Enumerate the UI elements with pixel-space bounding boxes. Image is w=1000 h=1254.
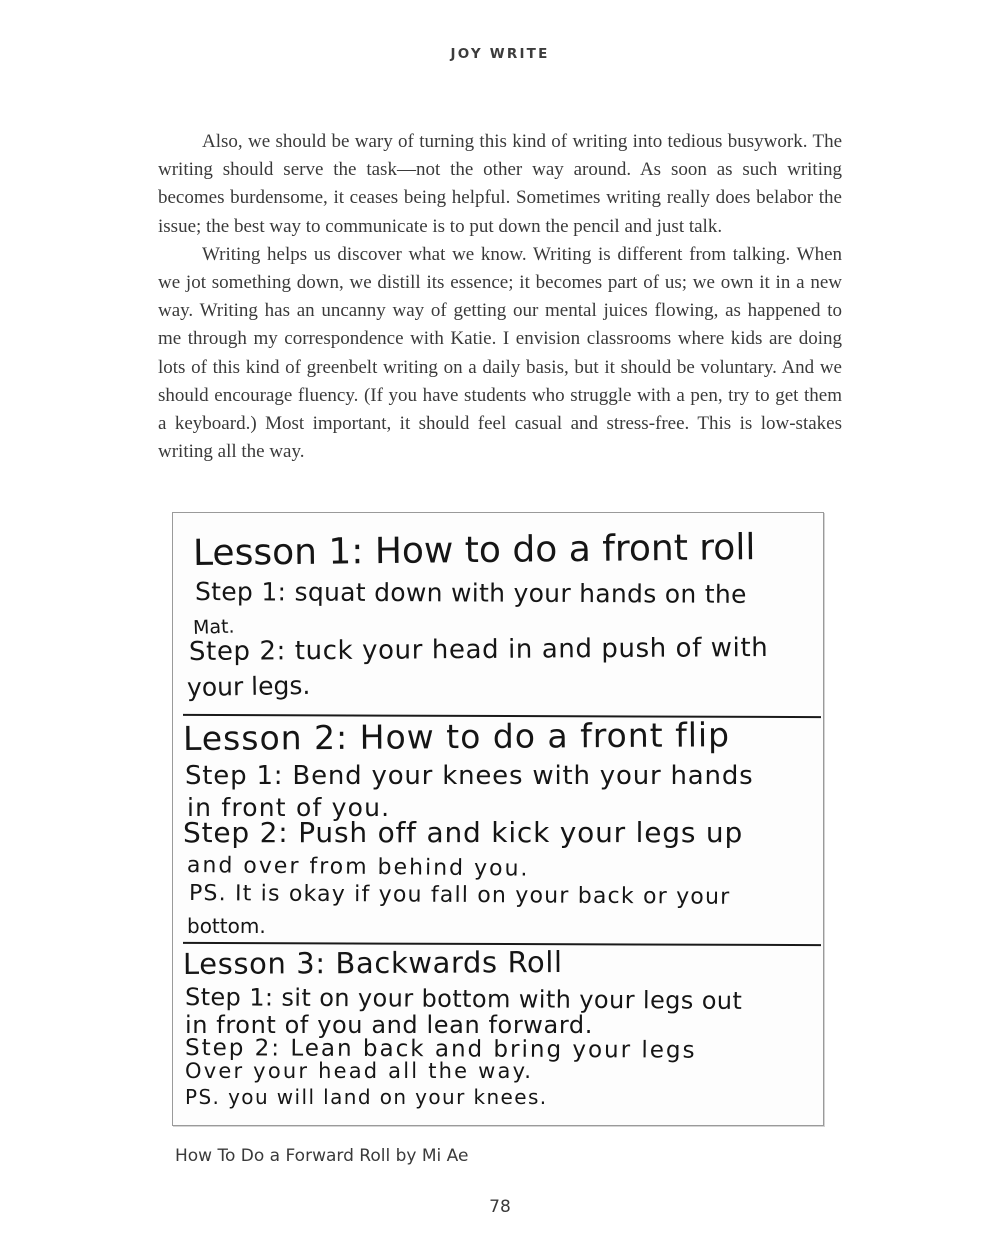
paragraph-1: Also, we should be wary of turning this kind of writing into tedious busywork. The writing should serve the task—not the other way around. As soon as such writing becomes burdensome, it ceases being helpful. Sometimes writing really does belabor the issue; the best way to communicate is to put down the pencil and just talk. xyxy=(158,131,842,237)
handwritten-line: and over from behind you. xyxy=(186,853,530,882)
handwritten-line-lesson-2-title: Lesson 2: How to do a front flip xyxy=(182,715,731,758)
handwritten-line: PS. It is okay if you fall on your back or your xyxy=(188,881,731,910)
handwritten-line: Step 1: Bend your knees with your hands xyxy=(185,761,754,791)
handwritten-figure xyxy=(172,512,824,1126)
handwritten-line: your legs. xyxy=(186,670,311,702)
handwritten-line: Step 1: squat down with your hands on the xyxy=(194,577,747,609)
handwritten-line: in front of you. xyxy=(187,793,391,822)
handwritten-line: Step 2: tuck your head in and push of with xyxy=(188,632,769,667)
handwritten-line: Mat. xyxy=(192,615,235,639)
page-number: 78 xyxy=(489,1197,511,1217)
handwritten-line: Step 2: Lean back and bring your legs xyxy=(184,1035,697,1064)
running-head: JOY WRITE xyxy=(450,46,550,62)
handwritten-line: Over your head all the way. xyxy=(185,1059,534,1083)
handwritten-line: Step 2: Push off and kick your legs up xyxy=(183,816,744,849)
figure-caption: How To Do a Forward Roll by Mi Ae xyxy=(175,1146,469,1166)
handwritten-line: PS. you will land on your knees. xyxy=(185,1085,548,1109)
handwritten-line: Step 1: sit on your bottom with your legs out xyxy=(184,983,743,1015)
handwritten-line: bottom. xyxy=(187,914,266,938)
paragraph-2: Writing helps us discover what we know. Writing is different from talking. When we jot something down, we distill its essence; it becomes part of us; we own it in a new way. Writing has an uncanny way of getting our mental juices flowing, as happened to me through my correspondence with Katie. I envision classrooms where kids are doing lots of this kind of greenbelt writing on a daily basis, but it should be voluntary. And we should encourage fluency. (If you have students who struggle with a pen, try to get them a keyboard.) Most important, it should feel casual and stress-free. This is low-stakes writing all the way. xyxy=(158,243,842,463)
handwritten-line-lesson-3-title: Lesson 3: Backwards Roll xyxy=(182,945,563,981)
handwritten-line: in front of you and lean forward. xyxy=(185,1011,593,1039)
handwritten-line-lesson-1-title: Lesson 1: How to do a front roll xyxy=(192,527,756,574)
body-text xyxy=(158,128,842,466)
